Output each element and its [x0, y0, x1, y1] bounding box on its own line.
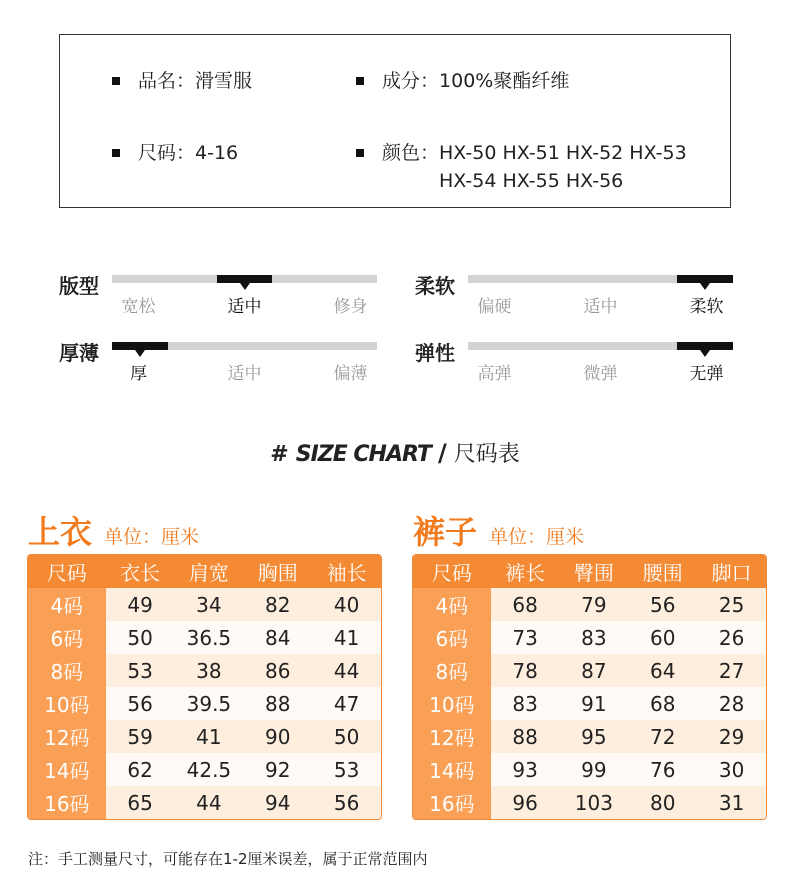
value-cell: 40	[312, 588, 381, 621]
size-cell: 4码	[28, 588, 106, 621]
value-cell: 72	[628, 720, 697, 753]
value-cell: 59	[106, 720, 175, 753]
value-cell: 94	[243, 786, 312, 819]
column-header: 肩宽	[174, 555, 243, 588]
value-cell: 29	[697, 720, 766, 753]
attribute-option: 宽松	[121, 297, 156, 317]
hash-mark: #	[270, 442, 289, 467]
value-cell: 83	[559, 621, 628, 654]
value-cell: 26	[697, 621, 766, 654]
attribute-scale-bar	[468, 342, 733, 350]
value-cell: 44	[174, 786, 243, 819]
top-size-table	[27, 554, 382, 820]
attribute-title: 柔软	[415, 274, 455, 298]
value-cell: 62	[106, 753, 175, 786]
table-row	[28, 588, 381, 621]
value-cell: 41	[174, 720, 243, 753]
attribute-title: 厚薄	[59, 341, 99, 365]
top-title: 上衣	[28, 513, 93, 551]
table-row	[413, 786, 766, 819]
column-header: 裤长	[491, 555, 560, 588]
column-header: 脚口	[697, 555, 766, 588]
value-cell: 88	[491, 720, 560, 753]
value-cell: 91	[559, 687, 628, 720]
table-row	[413, 654, 766, 687]
size-cell: 6码	[28, 621, 106, 654]
size-chart-en: SIZE CHART	[295, 442, 431, 467]
column-header: 胸围	[243, 555, 312, 588]
attribute-selected-segment	[677, 275, 733, 283]
value-cell: 78	[491, 654, 560, 687]
size-cell: 12码	[413, 720, 491, 753]
value-cell: 80	[628, 786, 697, 819]
value-cell: 90	[243, 720, 312, 753]
value-cell: 56	[106, 687, 175, 720]
value-cell: 92	[243, 753, 312, 786]
value-cell: 76	[628, 753, 697, 786]
size-cell: 14码	[28, 753, 106, 786]
info-item-size	[112, 139, 238, 167]
attribute-option: 高弹	[477, 364, 512, 384]
value-cell: 56	[628, 588, 697, 621]
pointer-triangle-icon	[700, 350, 710, 357]
column-header: 衣长	[106, 555, 175, 588]
bullet-icon	[356, 149, 364, 157]
value-cell: 68	[491, 588, 560, 621]
table-row	[413, 588, 766, 621]
value-cell: 31	[697, 786, 766, 819]
column-header: 腰围	[628, 555, 697, 588]
column-header: 臀围	[559, 555, 628, 588]
pointer-triangle-icon	[135, 350, 145, 357]
table-row	[413, 753, 766, 786]
value-cell: 87	[559, 654, 628, 687]
table-row	[28, 621, 381, 654]
pants-table-title	[413, 507, 584, 553]
value-cell: 73	[491, 621, 560, 654]
size-key: 尺码：	[138, 142, 196, 164]
table-row	[413, 720, 766, 753]
value-cell: 41	[312, 621, 381, 654]
size-cell: 14码	[413, 753, 491, 786]
info-item-color	[356, 139, 699, 195]
attribute-option: 偏硬	[477, 297, 512, 317]
value-cell: 44	[312, 654, 381, 687]
value-cell: 36.5	[174, 621, 243, 654]
attribute-scale-bar	[112, 342, 377, 350]
pointer-triangle-icon	[240, 283, 250, 290]
size-cell: 10码	[413, 687, 491, 720]
value-cell: 95	[559, 720, 628, 753]
name-key: 品名：	[138, 70, 196, 92]
attribute-option: 柔软	[689, 297, 724, 317]
value-cell: 42.5	[174, 753, 243, 786]
product-info-box	[59, 34, 731, 208]
name-value: 滑雪服	[195, 70, 253, 92]
table-row	[413, 621, 766, 654]
value-cell: 47	[312, 687, 381, 720]
table-row	[28, 720, 381, 753]
pants-unit: 单位：厘米	[489, 526, 585, 548]
size-chart-cn: 尺码表	[453, 442, 520, 467]
size-value: 4-16	[195, 142, 239, 164]
value-cell: 56	[312, 786, 381, 819]
color-key: 颜色：	[382, 142, 440, 164]
size-chart-heading	[0, 437, 790, 468]
table-row	[28, 687, 381, 720]
attribute-option: 偏薄	[333, 364, 368, 384]
table-row	[413, 687, 766, 720]
top-table-grid	[28, 555, 381, 819]
value-cell: 53	[106, 654, 175, 687]
size-cell: 6码	[413, 621, 491, 654]
value-cell: 93	[491, 753, 560, 786]
table-row	[28, 786, 381, 819]
attribute-selected-segment	[217, 275, 273, 283]
attribute-option: 厚	[130, 364, 147, 384]
attribute-scale-bar	[468, 275, 733, 283]
value-cell: 34	[174, 588, 243, 621]
value-cell: 79	[559, 588, 628, 621]
info-item-name	[112, 67, 252, 95]
pointer-triangle-icon	[700, 283, 710, 290]
attribute-scale-bar	[112, 275, 377, 283]
attribute-option: 微弹	[583, 364, 618, 384]
value-cell: 60	[628, 621, 697, 654]
table-header-row	[413, 555, 766, 588]
value-cell: 39.5	[174, 687, 243, 720]
value-cell: 28	[697, 687, 766, 720]
attribute-title: 弹性	[415, 341, 455, 365]
attribute-option: 适中	[227, 297, 262, 317]
top-unit: 单位：厘米	[104, 526, 200, 548]
attribute-selected-segment	[677, 342, 733, 350]
value-cell: 25	[697, 588, 766, 621]
value-cell: 103	[559, 786, 628, 819]
color-value: HX-50 HX-51 HX-52 HX-53 HX-54 HX-55 HX-56	[439, 142, 687, 192]
value-cell: 64	[628, 654, 697, 687]
size-cell: 12码	[28, 720, 106, 753]
top-table-title	[28, 507, 199, 553]
bullet-icon	[356, 77, 364, 85]
attribute-option: 适中	[227, 364, 262, 384]
value-cell: 83	[491, 687, 560, 720]
info-item-material	[356, 67, 569, 95]
value-cell: 84	[243, 621, 312, 654]
value-cell: 50	[312, 720, 381, 753]
size-cell: 16码	[28, 786, 106, 819]
pants-table-grid	[413, 555, 766, 819]
attribute-option: 适中	[583, 297, 618, 317]
pants-title: 裤子	[413, 513, 478, 551]
attribute-selected-segment	[112, 342, 168, 350]
bullet-icon	[112, 149, 120, 157]
value-cell: 27	[697, 654, 766, 687]
slash-mark: /	[437, 439, 447, 467]
value-cell: 30	[697, 753, 766, 786]
bullet-icon	[112, 77, 120, 85]
table-header-row	[28, 555, 381, 588]
attribute-option: 修身	[333, 297, 368, 317]
column-header: 袖长	[312, 555, 381, 588]
size-cell: 16码	[413, 786, 491, 819]
value-cell: 68	[628, 687, 697, 720]
attribute-title: 版型	[59, 274, 99, 298]
size-cell: 8码	[28, 654, 106, 687]
value-cell: 86	[243, 654, 312, 687]
value-cell: 96	[491, 786, 560, 819]
value-cell: 82	[243, 588, 312, 621]
size-cell: 4码	[413, 588, 491, 621]
value-cell: 88	[243, 687, 312, 720]
column-header: 尺码	[28, 555, 106, 588]
value-cell: 49	[106, 588, 175, 621]
table-row	[28, 753, 381, 786]
value-cell: 38	[174, 654, 243, 687]
value-cell: 53	[312, 753, 381, 786]
value-cell: 50	[106, 621, 175, 654]
size-cell: 8码	[413, 654, 491, 687]
attribute-option: 无弹	[689, 364, 724, 384]
column-header: 尺码	[413, 555, 491, 588]
pants-size-table	[412, 554, 767, 820]
value-cell: 65	[106, 786, 175, 819]
material-value: 100%聚酯纤维	[439, 70, 570, 92]
measurement-note: 注：手工测量尺寸，可能存在1-2厘米误差，属于正常范围内	[28, 850, 428, 868]
size-cell: 10码	[28, 687, 106, 720]
table-row	[28, 654, 381, 687]
material-key: 成分：	[382, 70, 440, 92]
value-cell: 99	[559, 753, 628, 786]
